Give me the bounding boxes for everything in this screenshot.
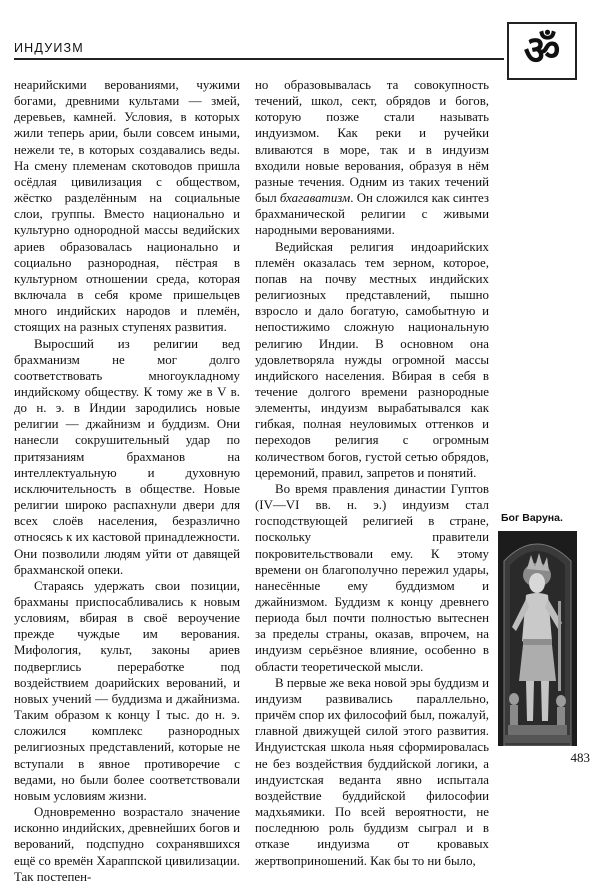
text-column-right [255, 77, 489, 869]
paragraph: Во время правления династии Гуптов (IV—VI вв. н. э.) индуизм стал господствующей религией в стране, поскольку правители покровительствовали ему. К этому времени он благополучно пережил удары, нанесённые ему буддизмом и джайнизмом. Буддизм к концу древнего периода был почти полностью вытеснен за пределы страны, оказав, впрочем, на индуизм серьёзное влияние, особенно в области теоретической мысли. [255, 481, 489, 674]
paragraph: Ведийская религия индоарийских племён оказалась тем зерном, которое, попав на почву местных индийских религиозных представлений, пышно взросло и дало богатую, самобытную и непостижимо сложную национальную религию Индии. В основном она удовлетворяла нужды огромной массы индийского населения. Вбирая в себя в течение долгого времени разнородные элементы, индуизм вырабатывался как гибкая, полная неуловимых оттенков и переходов религия с огромным количеством богов, густой сетью обрядов, церемоний, правил, запретов и понятий. [255, 239, 489, 480]
paragraph: В первые же века новой эры буддизм и индуизм развивались параллельно, причём спор их философий был, пожалуй, главной движущей силой этого развития. Индуистская школа ньяя сформировалась не без воздействия буддийской логики, а индуистская веданта явно испытала воздействие буддийской философии мадхьямики. По всей вероятности, не последнюю роль буддизм сыграл и в отказе индуизма от кровавых жертвоприношений. Как бы то ни было, [255, 675, 489, 868]
paragraph: Стараясь удержать свои позиции, брахманы приспосабливались к новым условиям, вбирая в своё вероучение прежде чуждые им верования. Мифология, культ, законы ариев подверглись переработке под воздействием доарийских верований, и новых учений — буддизма и джайнизма. Таким образом к концу I тыс. до н. э. сложился комплекс разнородных религиозных представлений, которые не вступали в явное противоречие с ведами, но были более соответствовали новым условиям жизни. [14, 578, 240, 803]
figure-caption: Бог Варуна. [501, 512, 563, 524]
paragraph [255, 77, 489, 239]
italic-term: бхагаватизм [279, 191, 351, 206]
paragraph: неарийскими верованиями, чужими богами, древними культами — змей, деревьев, камней. Условия, в которых жили теперь арии, были совсем иными, нежели те, в которых создавались веды. На смену племенам скотоводов пришла осёдлая цивилизация с обществом, жёстко разделённым на социальные слои, группы. Вместо национально и культурно однородной массы ведийских ариев образовалась национально и социально разнородная, пёстрая в культурном отношении среда, которая включала в себя кроме пришельцев много индийских народов и племён, стоящих на разных ступенях развития. [14, 78, 240, 335]
paragraph: Одновременно возрастало значение исконно индийских, древнейших богов и верований, подспудно сохранявшихся ещё со времён Хараппской цивилизации. Так постепен- [14, 805, 240, 884]
running-header [14, 38, 504, 60]
header-rule [14, 58, 504, 60]
section-title: ИНДУИЗМ [14, 41, 84, 55]
om-emblem [507, 22, 577, 80]
om-icon: ॐ [523, 28, 561, 74]
page-number: 483 [570, 750, 590, 765]
paragraph-text: но образовывалась та совокупность течений, школ, сект, обрядов и богов, которую позже стали называть индуизмом. Как реки и ручейки вливаются в море, так и в индуизм входили новые верования, образуя в нём разные течения. Одним из таких течений был [255, 78, 489, 206]
relief-illustration [498, 531, 577, 746]
varuna-relief-image [498, 531, 577, 746]
text-column-left [14, 77, 240, 885]
paragraph: Выросший из религии вед брахманизм не мог долго соответствовать многоукладному индийскому обществу. К тому же в V в. до н. э. в Индии зародились новые религии — джайнизм и буддизм. Они нанесли сокрушительный удар по притязаниям брахманов на интеллектуальную и духовную исключительность в обществе. Новые религии широко распахнули двери для всех слоёв населения, безразлично относясь к их кастовой принадлежности. Они позволили людям уйти от давящей брахманской опеки. [14, 336, 240, 577]
paragraph-text: . Он сложился как синтез брахманической религии с живыми народными верованиями. [255, 191, 489, 238]
